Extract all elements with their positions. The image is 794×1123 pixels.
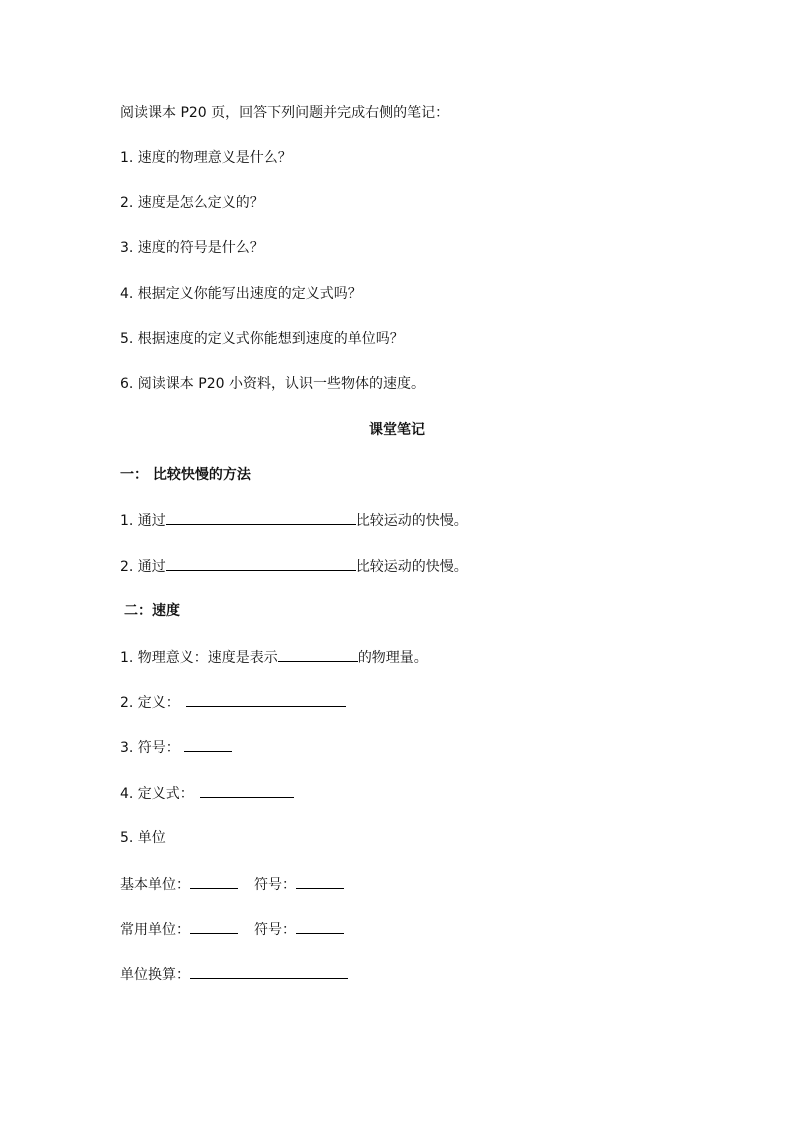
base-unit-row [120, 874, 344, 895]
method-1-prefix: 1. 通过 [120, 513, 166, 529]
method-item-2 [120, 556, 468, 577]
base-symbol-label: 符号： [254, 877, 296, 893]
meaning-blank[interactable] [278, 647, 358, 662]
method-2-blank[interactable] [166, 556, 356, 571]
symbol-label: 3. 符号： [120, 740, 180, 756]
conversion-blank[interactable] [190, 964, 348, 979]
speed-unit: 5. 单位 [120, 830, 166, 846]
base-unit-label: 基本单位： [120, 877, 190, 893]
question-4: 4. 根据定义你能写出速度的定义式吗？ [120, 286, 362, 302]
notes-title: 课堂笔记 [369, 422, 425, 438]
definition-label: 2. 定义： [120, 695, 180, 711]
question-1: 1. 速度的物理意义是什么？ [120, 150, 292, 166]
speed-formula [120, 783, 294, 804]
conversion-label: 单位换算： [120, 967, 190, 983]
method-2-suffix: 比较运动的快慢。 [355, 559, 468, 575]
common-unit-label: 常用单位： [120, 922, 190, 938]
question-3: 3. 速度的符号是什么？ [120, 240, 264, 256]
reading-intro: 阅读课本 P20 页，回答下列问题并完成右侧的笔记： [120, 105, 450, 121]
meaning-suffix: 的物理量。 [357, 650, 428, 666]
common-symbol-label: 符号： [254, 922, 296, 938]
common-symbol-blank[interactable] [296, 919, 344, 934]
common-unit-row [120, 919, 344, 940]
unit-conversion-row [120, 964, 348, 985]
method-1-suffix: 比较运动的快慢。 [355, 513, 468, 529]
meaning-prefix: 1. 物理意义：速度是表示 [120, 650, 278, 666]
definition-blank[interactable] [186, 692, 346, 707]
formula-label: 4. 定义式： [120, 786, 194, 802]
question-2: 2. 速度是怎么定义的？ [120, 195, 264, 211]
formula-blank[interactable] [200, 783, 294, 798]
method-item-1 [120, 510, 468, 531]
speed-meaning [120, 647, 428, 668]
speed-symbol [120, 737, 232, 758]
common-unit-blank[interactable] [190, 919, 238, 934]
symbol-blank[interactable] [184, 737, 232, 752]
section-2-heading: 二：速度 [124, 603, 180, 619]
method-1-blank[interactable] [166, 510, 356, 525]
base-symbol-blank[interactable] [296, 874, 344, 889]
base-unit-blank[interactable] [190, 874, 238, 889]
question-6: 6. 阅读课本 P20 小资料，认识一些物体的速度。 [120, 376, 425, 392]
method-2-prefix: 2. 通过 [120, 559, 166, 575]
section-1-heading: 一： 比较快慢的方法 [120, 467, 251, 483]
speed-definition [120, 692, 346, 713]
question-5: 5. 根据速度的定义式你能想到速度的单位吗？ [120, 331, 404, 347]
